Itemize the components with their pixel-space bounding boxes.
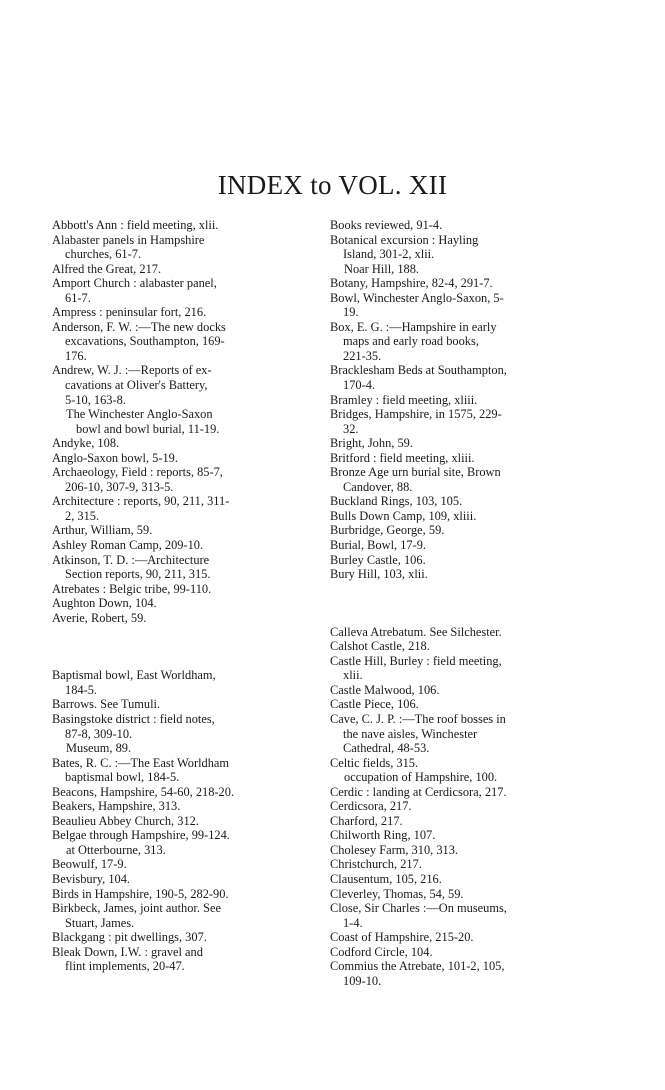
index-entry-line: flint implements, 20-47. <box>65 959 185 974</box>
index-entry-line: churches, 61-7. <box>65 247 142 262</box>
index-entry-line: Basingstoke district : field notes, <box>52 711 215 726</box>
index-entry-line: Alfred the Great, 217. <box>52 261 162 276</box>
index-entry <box>52 523 290 538</box>
index-entry <box>330 814 568 829</box>
index-subentry <box>330 262 568 277</box>
index-entry <box>52 872 290 887</box>
index-entry-line: maps and early road books, <box>343 334 479 349</box>
index-entry-line: Section reports, 90, 211, 315. <box>65 567 211 582</box>
index-entry-line: Bramley : field meeting, xliii. <box>330 392 478 407</box>
index-entry <box>52 494 290 523</box>
index-entry <box>330 494 568 509</box>
index-entry-line: Bridges, Hampshire, in 1575, 229- <box>330 407 502 422</box>
index-entry <box>52 887 290 902</box>
index-entry-line: Andrew, W. J. :—Reports of ex- <box>52 363 212 378</box>
index-entry-line: Bronze Age urn burial site, Brown <box>330 465 501 480</box>
index-entry <box>330 465 568 494</box>
index-entry-line: Abbott's Ann : field meeting, xlii. <box>52 218 219 232</box>
index-entry-line: Bright, John, 59. <box>330 436 413 451</box>
index-entry-line: Castle Piece, 106. <box>330 697 419 712</box>
index-entry-line: Atkinson, T. D. :—Architecture <box>52 552 210 567</box>
index-entry-line: Cathedral, 48-53. <box>343 741 430 756</box>
index-entry-line: 2, 315. <box>65 508 100 523</box>
index-entry <box>330 393 568 408</box>
index-entry <box>52 553 290 582</box>
index-entry-line: Burial, Bowl, 17-9. <box>330 538 427 553</box>
page-title: INDEX to VOL. XII <box>217 170 448 200</box>
index-entry-line: Botany, Hampshire, 82-4, 291-7. <box>330 276 493 291</box>
index-entry <box>52 828 290 843</box>
index-entry-line: Castle Malwood, 106. <box>330 682 440 697</box>
index-entry <box>330 451 568 466</box>
index-entry <box>330 756 568 771</box>
index-entry-line: Beacons, Hampshire, 54-60, 218-20. <box>52 784 235 799</box>
index-entry-line: Christchurch, 217. <box>330 857 422 872</box>
index-entry <box>52 363 290 407</box>
index-entry <box>330 901 568 930</box>
index-entry <box>52 799 290 814</box>
index-entry <box>330 276 568 291</box>
index-entry-line: Amport Church : alabaster panel, <box>52 276 217 291</box>
index-entry-line: 206-10, 307-9, 313-5. <box>65 479 174 494</box>
index-entry-line: Codford Circle, 104. <box>330 944 433 959</box>
index-entry-line: occupation of Hampshire, 100. <box>344 770 498 785</box>
index-entry-line: Burbridge, George, 59. <box>330 523 445 538</box>
index-entry <box>330 436 568 451</box>
index-entry-line: 176. <box>65 348 87 363</box>
index-entry-line: Bleak Down, I.W. : gravel and <box>52 944 203 959</box>
index-subentry <box>52 741 290 756</box>
index-entry <box>330 625 568 640</box>
index-entry-line: cavations at Oliver's Battery, <box>65 378 208 393</box>
index-entry-line: excavations, Southampton, 169- <box>65 334 225 349</box>
index-entry-line: Beakers, Hampshire, 313. <box>52 799 181 814</box>
index-entry-line: Bates, R. C. :—The East Worldham <box>52 755 230 770</box>
index-entry <box>52 596 290 611</box>
index-entry <box>330 799 568 814</box>
index-entry-line: Aughton Down, 104. <box>52 596 157 611</box>
index-entry <box>52 857 290 872</box>
index-entry-line: Beaulieu Abbey Church, 312. <box>52 813 199 828</box>
index-entry-line: Charford, 217. <box>330 813 403 828</box>
index-entry <box>52 697 290 712</box>
index-entry <box>330 785 568 800</box>
index-entry-line: 61-7. <box>65 290 91 305</box>
index-entry <box>330 959 568 988</box>
index-entry-line: Barrows. See Tumuli. <box>52 697 161 712</box>
index-entry-line: Noar Hill, 188. <box>344 261 420 276</box>
index-entry-line: Calshot Castle, 218. <box>330 639 430 654</box>
index-entry-line: bowl and bowl burial, 11-19. <box>76 421 220 436</box>
index-entry-line: Box, E. G. :—Hampshire in early <box>330 319 497 334</box>
index-entry <box>52 218 290 233</box>
index-entry <box>52 930 290 945</box>
index-entry-line: Buckland Rings, 103, 105. <box>330 494 463 509</box>
index-entry-line: Averie, Robert, 59. <box>52 610 147 625</box>
index-entry-line: 221-35. <box>343 348 382 363</box>
index-entry <box>330 930 568 945</box>
index-entry <box>52 305 290 320</box>
index-entry-line: Castle Hill, Burley : field meeting, <box>330 653 502 668</box>
index-subentry <box>52 843 290 858</box>
index-entry <box>52 233 290 262</box>
index-entry <box>52 320 290 364</box>
index-entry-line: xlii. <box>343 668 363 683</box>
index-entry-line: Birds in Hampshire, 190-5, 282-90. <box>52 886 229 901</box>
index-entry-line: Bevisbury, 104. <box>52 871 131 886</box>
index-entry-line: Blackgang : pit dwellings, 307. <box>52 930 207 945</box>
index-entry-line: Baptismal bowl, East Worldham, <box>52 668 216 683</box>
index-entry <box>330 523 568 538</box>
index-entry-line: Archaeology, Field : reports, 85-7, <box>52 465 223 480</box>
index-entry-line: The Winchester Anglo-Saxon <box>66 407 213 422</box>
index-entry-line: at Otterbourne, 313. <box>66 842 166 857</box>
index-entry-line: Museum, 89. <box>66 741 132 756</box>
index-entry-line: Cerdic : landing at Cerdicsora, 217. <box>330 784 507 799</box>
index-entry <box>330 291 568 320</box>
index-entry-line: Books reviewed, 91-4. <box>330 218 443 232</box>
index-entry <box>52 436 290 451</box>
index-entry <box>330 509 568 524</box>
index-entry-line: Bulls Down Camp, 109, xliii. <box>330 508 477 523</box>
index-entry-line: Calleva Atrebatum. See Silchester. <box>330 624 502 639</box>
index-entry-line: Birkbeck, James, joint author. See <box>52 901 221 916</box>
index-entry-line: Clausentum, 105, 216. <box>330 871 442 886</box>
index-entry-line: Arthur, William, 59. <box>52 523 153 538</box>
index-entry <box>330 683 568 698</box>
index-entry <box>52 756 290 785</box>
section-gap <box>330 582 568 625</box>
index-entry <box>52 262 290 277</box>
index-entry-line: Commius the Atrebate, 101-2, 105, <box>330 959 505 974</box>
index-entry <box>330 697 568 712</box>
index-entry <box>52 901 290 930</box>
index-entry <box>330 407 568 436</box>
index-entry-line: 184-5. <box>65 682 98 697</box>
index-entry <box>330 567 568 582</box>
index-entry <box>52 668 290 697</box>
index-entry <box>330 887 568 902</box>
index-entry <box>52 276 290 305</box>
index-entry <box>52 785 290 800</box>
index-entry <box>330 857 568 872</box>
index-entry-line: Anderson, F. W. :—The new docks <box>52 319 226 334</box>
index-entry <box>330 218 568 233</box>
index-entry <box>52 814 290 829</box>
index-entry <box>330 363 568 392</box>
index-entry-line: 1-4. <box>343 915 363 930</box>
index-entry <box>330 320 568 364</box>
index-entry <box>330 843 568 858</box>
index-entry-line: Chilworth Ring, 107. <box>330 828 436 843</box>
index-entry-line: 87-8, 309-10. <box>65 726 133 741</box>
index-entry-line: Botanical excursion : Hayling <box>330 232 479 247</box>
index-entry-line: 170-4. <box>343 378 376 393</box>
index-entry-line: Ashley Roman Camp, 209-10. <box>52 538 204 553</box>
index-entry <box>330 233 568 262</box>
index-entry <box>330 872 568 887</box>
index-entry-line: Ampress : peninsular fort, 216. <box>52 305 207 320</box>
index-entry <box>330 945 568 960</box>
index-entry-line: the nave aisles, Winchester <box>343 726 478 741</box>
index-entry-line: Burley Castle, 106. <box>330 552 426 567</box>
index-entry-line: Island, 301-2, xlii. <box>343 247 435 262</box>
index-subentry <box>52 407 290 436</box>
index-column-right <box>330 218 568 988</box>
index-entry-line: Cave, C. J. P. :—The roof bosses in <box>330 711 506 726</box>
index-entry <box>52 465 290 494</box>
index-entry <box>52 945 290 974</box>
index-subentry <box>330 770 568 785</box>
index-entry-line: Alabaster panels in Hampshire <box>52 232 205 247</box>
index-entry-line: Cholesey Farm, 310, 313. <box>330 842 459 857</box>
index-entry-line: Anglo-Saxon bowl, 5-19. <box>52 450 178 465</box>
index-entry <box>330 828 568 843</box>
index-entry-line: Close, Sir Charles :—On museums, <box>330 901 507 916</box>
index-entry <box>330 654 568 683</box>
index-entry <box>52 611 290 626</box>
index-entry-line: Candover, 88. <box>343 479 413 494</box>
index-entry <box>52 712 290 741</box>
index-entry <box>330 553 568 568</box>
index-entry-line: baptismal bowl, 184-5. <box>65 770 180 785</box>
index-entry <box>52 451 290 466</box>
index-entry-line: Stuart, James. <box>65 915 135 930</box>
index-entry-line: Bowl, Winchester Anglo-Saxon, 5- <box>330 290 504 305</box>
index-entry <box>330 712 568 756</box>
index-entry <box>330 639 568 654</box>
index-entry-line: Britford : field meeting, xliii. <box>330 450 475 465</box>
index-entry-line: 19. <box>343 305 359 320</box>
index-column-left <box>52 218 290 974</box>
index-entry-line: Cleverley, Thomas, 54, 59. <box>330 886 464 901</box>
index-entry <box>330 538 568 553</box>
index-entry-line: Coast of Hampshire, 215-20. <box>330 930 474 945</box>
index-entry-line: Andyke, 108. <box>52 436 120 451</box>
index-entry-line: Bury Hill, 103, xlii. <box>330 567 428 582</box>
index-entry-line: Atrebates : Belgic tribe, 99-110. <box>52 581 212 596</box>
index-entry-line: Beowulf, 17-9. <box>52 857 127 872</box>
section-gap <box>52 625 290 668</box>
index-entry-line: 5-10, 163-8. <box>65 392 126 407</box>
index-entry-line: Belgae through Hampshire, 99-124. <box>52 828 230 843</box>
index-entry <box>52 582 290 597</box>
index-entry-line: Cerdicsora, 217. <box>330 799 412 814</box>
index-entry-line: Celtic fields, 315. <box>330 755 419 770</box>
index-entry-line: Architecture : reports, 90, 211, 311- <box>52 494 230 509</box>
index-entry-line: Bracklesham Beds at Southampton, <box>330 363 507 378</box>
index-entry-line: 32. <box>343 421 359 436</box>
index-entry-line: 109-10. <box>343 973 382 988</box>
index-entry <box>52 538 290 553</box>
